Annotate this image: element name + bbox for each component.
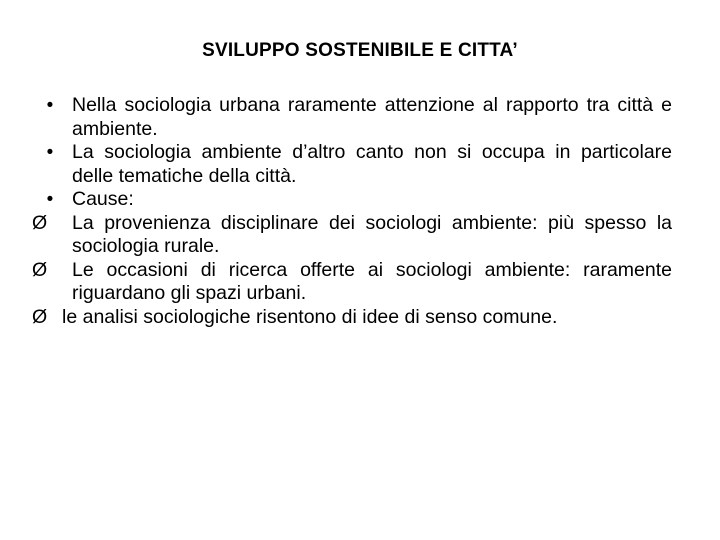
list-item bbox=[30, 306, 672, 330]
list-item bbox=[30, 212, 672, 259]
bullet-list bbox=[30, 94, 672, 329]
list-item-text: Cause: bbox=[72, 188, 134, 210]
list-item bbox=[30, 141, 672, 188]
list-item-text: Nella sociologia urbana raramente attenzione al rapporto tra città e ambiente. bbox=[72, 94, 672, 140]
slide-title: SVILUPPO SOSTENIBILE E CITTA’ bbox=[202, 40, 518, 61]
list-item bbox=[30, 94, 672, 141]
list-item-text: La provenienza disciplinare dei sociologi ambiente: più spesso la sociologia rurale. bbox=[72, 211, 672, 257]
bullet-icon: • bbox=[46, 189, 54, 210]
arrow-bullet-icon: Ø bbox=[32, 211, 48, 234]
arrow-bullet-icon: Ø bbox=[32, 258, 48, 281]
list-item-text: La sociologia ambiente d’altro canto non si occupa in particolare delle tematiche della città. bbox=[72, 141, 672, 187]
arrow-bullet-icon: Ø bbox=[32, 305, 48, 328]
bullet-icon: • bbox=[46, 142, 54, 163]
list-item bbox=[30, 259, 672, 306]
list-item-text: le analisi sociologiche risentono di idee di senso comune. bbox=[62, 305, 558, 328]
list-item bbox=[30, 188, 672, 212]
bullet-icon: • bbox=[46, 95, 54, 116]
list-item-text: Le occasioni di ricerca offerte ai sociologi ambiente: raramente riguardano gli spazi urbani. bbox=[72, 258, 672, 304]
